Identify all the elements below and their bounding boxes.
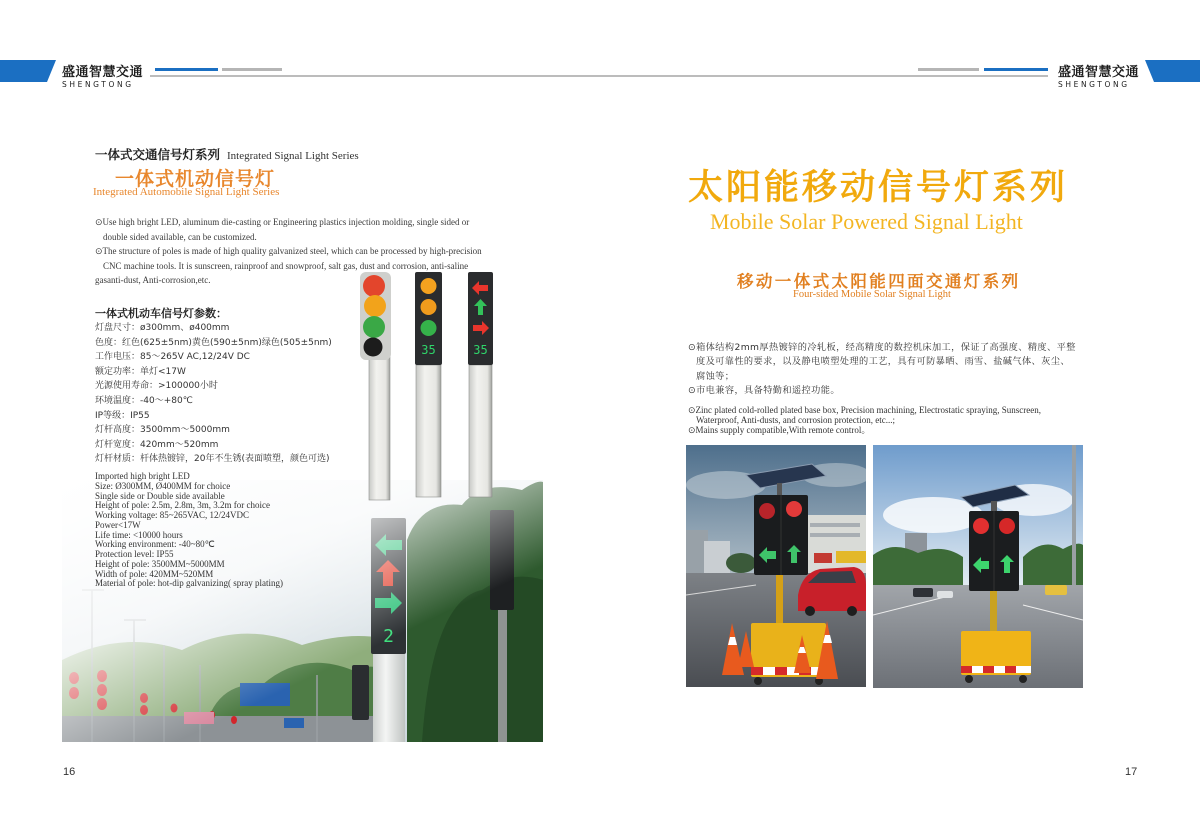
red-lamp <box>786 501 802 517</box>
right-product-title-cn: 移动一体式太阳能四面交通灯系列 <box>737 272 1021 291</box>
logo-left-cn: 盛通智慧交通 <box>62 65 144 80</box>
header-right-blue-tab <box>1143 60 1200 82</box>
specs-en-list <box>95 472 283 589</box>
spec-cn-line: 灯盘尺寸：ø300mm、ø400mm <box>95 323 230 333</box>
spec-en-line: Material of pole: hot-dip galvanizing( spray plating) <box>95 578 283 589</box>
spec-cn-line: 额定功率：单灯<17W <box>95 366 186 377</box>
spec-en-line: Working environment: -40~80℃ <box>95 539 215 550</box>
spec-en-line: Power<17W <box>95 519 141 530</box>
spec-cn-line: 灯杆宽度：420mm～520mm <box>95 439 219 450</box>
shop-sign <box>814 553 832 563</box>
trees-left <box>873 547 963 590</box>
feature-en-line: ⊙Zinc plated cold-rolled plated base box, Precision machining, Electrostatic spraying, Sunscreen, <box>688 405 1041 415</box>
yellow-car <box>1045 585 1067 595</box>
red-lamp <box>759 503 775 519</box>
spec-en-line: Size: Ø300MM, Ø400MM for choice <box>95 480 231 491</box>
reflective-stripe-red <box>775 667 787 675</box>
blue-tab-shape <box>1145 60 1200 82</box>
pole-a-round-lamps <box>360 272 391 500</box>
left-series-title-en: Integrated Signal Light Series <box>227 150 359 162</box>
spec-en-line: Protection level: IP55 <box>95 549 174 559</box>
spec-cn-line: 工作电压：85～265V AC,12/24V DC <box>95 352 250 363</box>
spec-en-line: Single side or Double side available <box>95 490 225 501</box>
base-wheel <box>754 677 762 685</box>
feature-cn-line: ⊙市电兼容，具备特勤和遥控功能。 <box>688 384 840 396</box>
page-number-left: 16 <box>63 766 76 778</box>
spec-en-line: Width of pole: 420MM~520MM <box>95 568 214 579</box>
logo-right <box>1058 61 1139 89</box>
lamp-post <box>1072 445 1076 587</box>
red-lamp <box>999 518 1015 534</box>
left-product-title-cn: 一体式机动信号灯 <box>115 168 276 190</box>
spec-cn-line: 环境温度：-40～+80℃ <box>95 395 193 406</box>
car <box>937 591 953 598</box>
panel-mount <box>777 483 782 497</box>
logo-left-en: SHENGTONG <box>62 80 134 89</box>
pole-b-countdown-lamps <box>415 272 442 497</box>
red-lamp <box>363 275 385 297</box>
spec-en-line: Height of pole: 3500MM~5000MM <box>95 558 225 569</box>
signal-pole <box>776 575 783 627</box>
logo-right-cn: 盛通智慧交通 <box>1058 65 1140 80</box>
window-row <box>810 523 860 527</box>
base-wheel <box>965 675 973 683</box>
spec-cn-line: 灯杆材质：杆体热镀锌，20年不生锈(表面喷塑，颜色可选) <box>95 454 330 465</box>
pole-c-body <box>469 365 492 497</box>
feature-line: CNC machine tools. It is sunscreen, rainproof and snowproof, salt gas, dust and corrosion, anti-saline <box>103 260 469 271</box>
blue-tab-shape <box>0 60 56 82</box>
reflective-stripe-red <box>961 666 972 673</box>
car <box>913 588 933 597</box>
countdown-display: 35 <box>421 343 436 357</box>
green-lamp <box>421 320 437 336</box>
spec-en-line: Working voltage: 85~265VAC, 12/24VDC <box>95 510 249 520</box>
right-features-cn <box>688 341 1076 398</box>
spec-cn-line: IP等级：IP55 <box>95 410 150 421</box>
specs-cn-list <box>95 321 332 467</box>
pole-a-body <box>369 355 390 500</box>
red-amber-lamp <box>421 278 437 294</box>
feature-en-line: ⊙Mains supply compatible,With remote control。 <box>688 425 871 436</box>
mobile-signal-photo-1 <box>686 445 866 687</box>
green-lamp <box>363 316 385 338</box>
reflective-stripe-red <box>751 667 763 675</box>
feature-line: gasanti-dust, Anti-corrosion,etc. <box>95 275 211 286</box>
spec-en-line: Life time: <10000 hours <box>95 529 183 540</box>
feature-cn-line: ⊙箱体结构2mm厚热镀锌的冷轧板，经高精度的数控机床加工，保证了高强度、精度、平整 <box>688 342 1076 353</box>
car-wheel <box>847 606 857 616</box>
car-wheel <box>805 606 815 616</box>
spec-cn-line: 色度：红色(625±5nm)黄色(590±5nm)绿色(505±5nm) <box>95 337 332 348</box>
spec-cn-line: 光源使用寿命：>100000小时 <box>95 381 218 392</box>
feature-line: ⊙Use high bright LED, aluminum die-casting or Engineering plastics injection molding, single sided or <box>95 217 470 227</box>
shop-sign <box>836 551 866 563</box>
feature-en-line: Waterproof, Anti-dusts, and corrosion protection, etc...; <box>696 415 895 426</box>
spec-cn-line: 灯杆高度：3500mm～5000mm <box>95 425 230 436</box>
right-product-title-en: Four-sided Mobile Solar Signal Light <box>793 289 951 300</box>
mobile-signal-photo-2 <box>873 445 1083 688</box>
feature-line: ⊙The structure of poles is made of high quality galvanized steel, which can be processed by high-precision <box>95 246 482 257</box>
red-lamp <box>973 518 989 534</box>
left-series-title <box>95 145 359 164</box>
building <box>704 541 730 575</box>
header-rule-gray-right <box>918 68 979 71</box>
countdown-display: 35 <box>473 343 488 357</box>
feature-cn-line: 腐蚀等； <box>696 370 735 382</box>
yellow-lamp <box>364 295 386 317</box>
pole-c-arrow-lamps <box>468 272 493 497</box>
reflective-stripe-red <box>983 666 994 673</box>
header-rule-blue-left <box>155 68 218 71</box>
base-wheel <box>1019 675 1027 683</box>
header-rule-blue-right <box>984 68 1048 71</box>
left-series-title-cn: 一体式交通信号灯系列 <box>95 147 221 162</box>
spec-en-line: Height of pole: 2.5m, 2.8m, 3m, 3.2m for choice <box>95 500 270 511</box>
signal-pole-products <box>355 270 497 502</box>
left-product-title-en: Integrated Automobile Signal Light Series <box>93 186 280 198</box>
header-left-blue-tab <box>0 60 58 82</box>
right-series-title-cn: 太阳能移动信号灯系列 <box>688 168 1069 208</box>
right-features-en <box>688 405 1041 436</box>
pole-b-body <box>416 365 441 497</box>
signal-pole <box>990 591 997 633</box>
specs-heading: 一体式机动车信号灯参数： <box>95 307 227 320</box>
feature-line: double sided available, can be customized. <box>103 231 257 242</box>
yellow-lamp <box>421 299 437 315</box>
feature-cn-line: 度及可靠性的要求，以及静电喷塑处理的工艺，具有可防暴晒、雨雪、盐碱气体、灰尘、 <box>696 356 1070 368</box>
page-number-right: 17 <box>1125 766 1138 778</box>
logo-left <box>62 61 143 89</box>
window-row <box>810 533 860 537</box>
right-series-title-en: Mobile Solar Powered Signal Light <box>710 209 1023 234</box>
logo-right-en: SHENGTONG <box>1058 80 1130 89</box>
spec-en-line: Imported high bright LED <box>95 471 190 481</box>
black-lamp-hood <box>364 338 383 357</box>
header-rule-gray-left <box>222 68 282 71</box>
header-rule-long <box>150 75 1048 77</box>
tree <box>726 553 756 573</box>
reflective-stripe-red <box>1005 666 1016 673</box>
